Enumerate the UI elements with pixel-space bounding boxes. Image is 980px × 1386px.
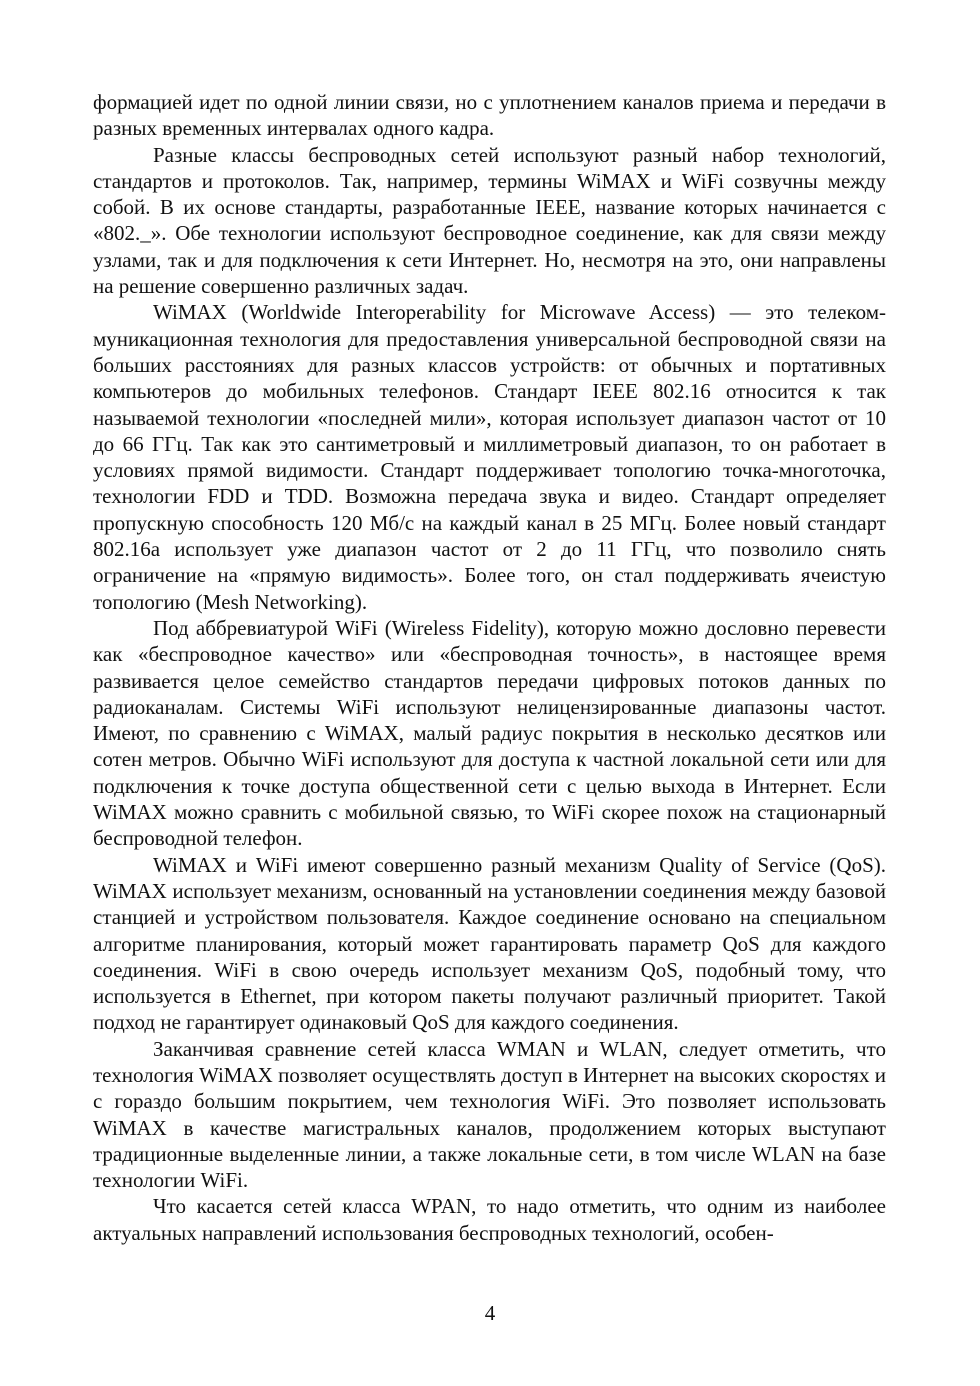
paragraph-wimax: WiMAX (Worldwide Interoperability for Microwave Access) — это телекоммуникационная технология для предоставления универсальной беспроводной связи на больших расстояниях для разных классов устройств: от обычных и портативных компьютеров до мобильных телефонов. Стандарт IEEE 802.16 относится к так называемой технологии «последней мили», которая использует диапазон частот от 10 до 66 ГГц. Так как это сантиметровый и миллиметровый диапазон, то он работает в условиях прямой видимости. Стандарт поддерживает топологию точка-многоточка, технологии FDD и TDD. Возможна передача звука и видео. Стандарт определяет пропускную способность 120 Мб/с на каждый канал в 25 МГц. Более новый стандарт 802.16a использует уже диапазон частот от 2 до 11 ГГц, что позволило снять ограничение на «прямую видимость». Более того, он стал поддерживать ячеистую топологию (Mesh Networking). bbox=[93, 300, 886, 614]
paragraph-network-classes: Разные классы беспроводных сетей используют разный набор технологий, стандартов и протоколов. Так, например, термины WiMAX и WiFi созвучны между собой. В их основе стандарты, разработанные IEEE, название которых начинается с «802._». Обе технологии используют беспроводное соединение, как для связи между узлами, так и для подключения к сети Интернет. Но, несмотря на это, они направлены на решение совершенно различных задач. bbox=[93, 142, 886, 299]
paragraph-continuation: формацией идет по одной линии связи, но с уплотнением каналов приема и передачи в разных временных интервалах одного кадра. bbox=[93, 90, 886, 141]
paragraph-qos: WiMAX и WiFi имеют совершенно разный механизм Quality of Service (QoS). WiMAX использует механизм, основанный на установлении соединения между базовой станцией и устройством пользователя. Каждое соединение основано на специальном алгоритме планирования, который может гарантировать параметр QoS для каждого соединения. WiFi в свою очередь использует механизм QoS, подобный тому, что используется в Ethernet, при котором пакеты получают различный приоритет. Такой подход не гарантирует одинаковый QoS для каждого соединения. bbox=[93, 852, 886, 1035]
paragraph-wpan: Что касается сетей класса WPAN, то надо отметить, что одним из наиболее актуальных направлений использования беспроводных технологий, особен- bbox=[93, 1194, 886, 1245]
page-number: 4 bbox=[484, 1301, 496, 1325]
paragraph-wifi: Под аббревиатурой WiFi (Wireless Fidelity), которую можно дословно перевести как «беспроводное качество» или «беспроводная точность», в настоящее время развивается целое семейство стандартов передачи цифровых потоков данных по радиоканалам. Системы WiFi используют нелицензированные диапазоны частот. Имеют, по сравнению с WiMAX, малый радиус покрытия в несколько десятков или сотен метров. Обычно WiFi используют для доступа к частной локальной сети или для подключения к точке доступа общественной сети с целью выхода в Интернет. Если WiMAX можно сравнить с мобильной связью, то WiFi скорее похож на стационарный беспроводной телефон. bbox=[93, 615, 886, 851]
document-body bbox=[93, 89, 886, 1246]
paragraph-wman-wlan-comparison: Заканчивая сравнение сетей класса WMAN и WLAN, следует отметить, что технология WiMAX позволяет осуществлять доступ в Интернет на высоких скоростях и с гораздо большим покрытием, чем технология WiFi. Это позволяет использовать WiMAX в качестве магистральных каналов, продолжением которых выступают традиционные выделенные линии, а также локальные сети, в том числе WLAN на базе технологии WiFi. bbox=[93, 1036, 886, 1193]
